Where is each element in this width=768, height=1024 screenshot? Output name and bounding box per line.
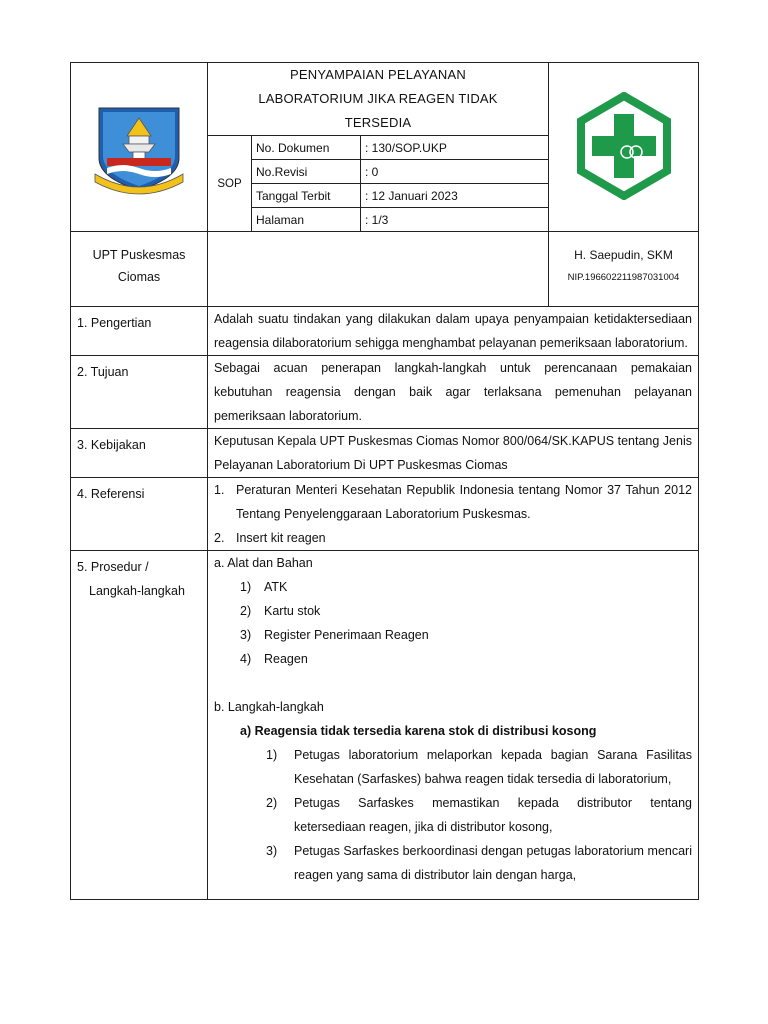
meta-row: No. Dokumen : 130/SOP.UKP [252,136,548,160]
puskesmas-logo-icon [570,92,678,200]
list-item: 3) Petugas Sarfaskes berkoordinasi dengan petugas laboratorium mencari reagen yang sama di distributor lain dengan harga, [266,844,692,882]
section-label-tujuan: 2. Tujuan [71,356,208,429]
regional-emblem-cell [71,63,208,232]
list-item: 2) Petugas Sarfaskes memastikan kepada distributor tentang ketersediaan reagen, jika di distributor kosong, [266,796,692,834]
list-item: 1) ATK [240,580,288,594]
blank-cell [208,232,549,307]
list-item: 4) Reagen [240,652,308,666]
document-title: PENYAMPAIAN PELAYANAN LABORATORIUM JIKA REAGEN TIDAK TERSEDIA [208,63,549,136]
signer-name: H. Saepudin, SKM [574,248,673,262]
meta-row: No.Revisi : 0 [252,160,548,184]
section-label-pengertian: 1. Pengertian [71,307,208,356]
list-item: 2. Insert kit reagen [214,531,326,545]
list-item: 1. Peraturan Menteri Kesehatan Republik Indonesia tentang Nomor 37 Tahun 2012 Tentang Penyelenggaraan Laboratorium Puskesmas. [214,483,692,521]
section-label-prosedur: 5. Prosedur / Langkah-langkah [71,551,208,900]
section-label-kebijakan: 3. Kebijakan [71,429,208,478]
subsection-title: b. Langkah-langkah [214,700,324,714]
sop-document [70,62,698,900]
section-text-kebijakan: Keputusan Kepala UPT Puskesmas Ciomas Nomor 800/064/SK.KAPUS tentang Jenis Pelayanan Laboratorium Di UPT Puskesmas Ciomas [208,429,699,478]
document-meta [252,136,548,231]
section-text-referensi [208,478,699,551]
section-text-pengertian: Adalah suatu tindakan yang dilakukan dalam upaya penyampaian ketidaktersediaan reagensia dilaboratorium sehigga menghambat pelayanan pemeriksaan laboratorium. [208,307,699,356]
list-item: 1) Petugas laboratorium melaporkan kepada bagian Sarana Fasilitas Kesehatan (Sarfaskes) bahwa reagen tidak tersedia di laboratorium, [266,748,692,786]
list-item: 2) Kartu stok [240,604,321,618]
sop-table [70,62,699,900]
section-label-referensi: 4. Referensi [71,478,208,551]
puskesmas-logo-cell [549,63,699,232]
signature-block [549,232,699,307]
signer-nip: NIP.196602211987031004 [567,272,680,283]
document-meta-cell [252,136,549,232]
subsection-title: a. Alat dan Bahan [214,556,313,570]
meta-row: Halaman : 1/3 [252,208,548,232]
list-item: 3) Register Penerimaan Reagen [240,628,429,642]
meta-row: Tanggal Terbit : 12 Januari 2023 [252,184,548,208]
regional-emblem-icon [89,96,189,196]
section-text-prosedur [208,551,699,900]
section-text-tujuan: Sebagai acuan penerapan langkah-langkah untuk perencanaan pemakaian kebutuhan reagensia dengan baik agar terlaksana pemenuhan pelayanan pemeriksaan laboratorium. [208,356,699,429]
organization-name: UPT Puskesmas Ciomas [71,232,208,307]
subsection-subtitle: a) Reagensia tidak tersedia karena stok di distribusi kosong [240,724,597,738]
sop-label: SOP [208,136,252,232]
